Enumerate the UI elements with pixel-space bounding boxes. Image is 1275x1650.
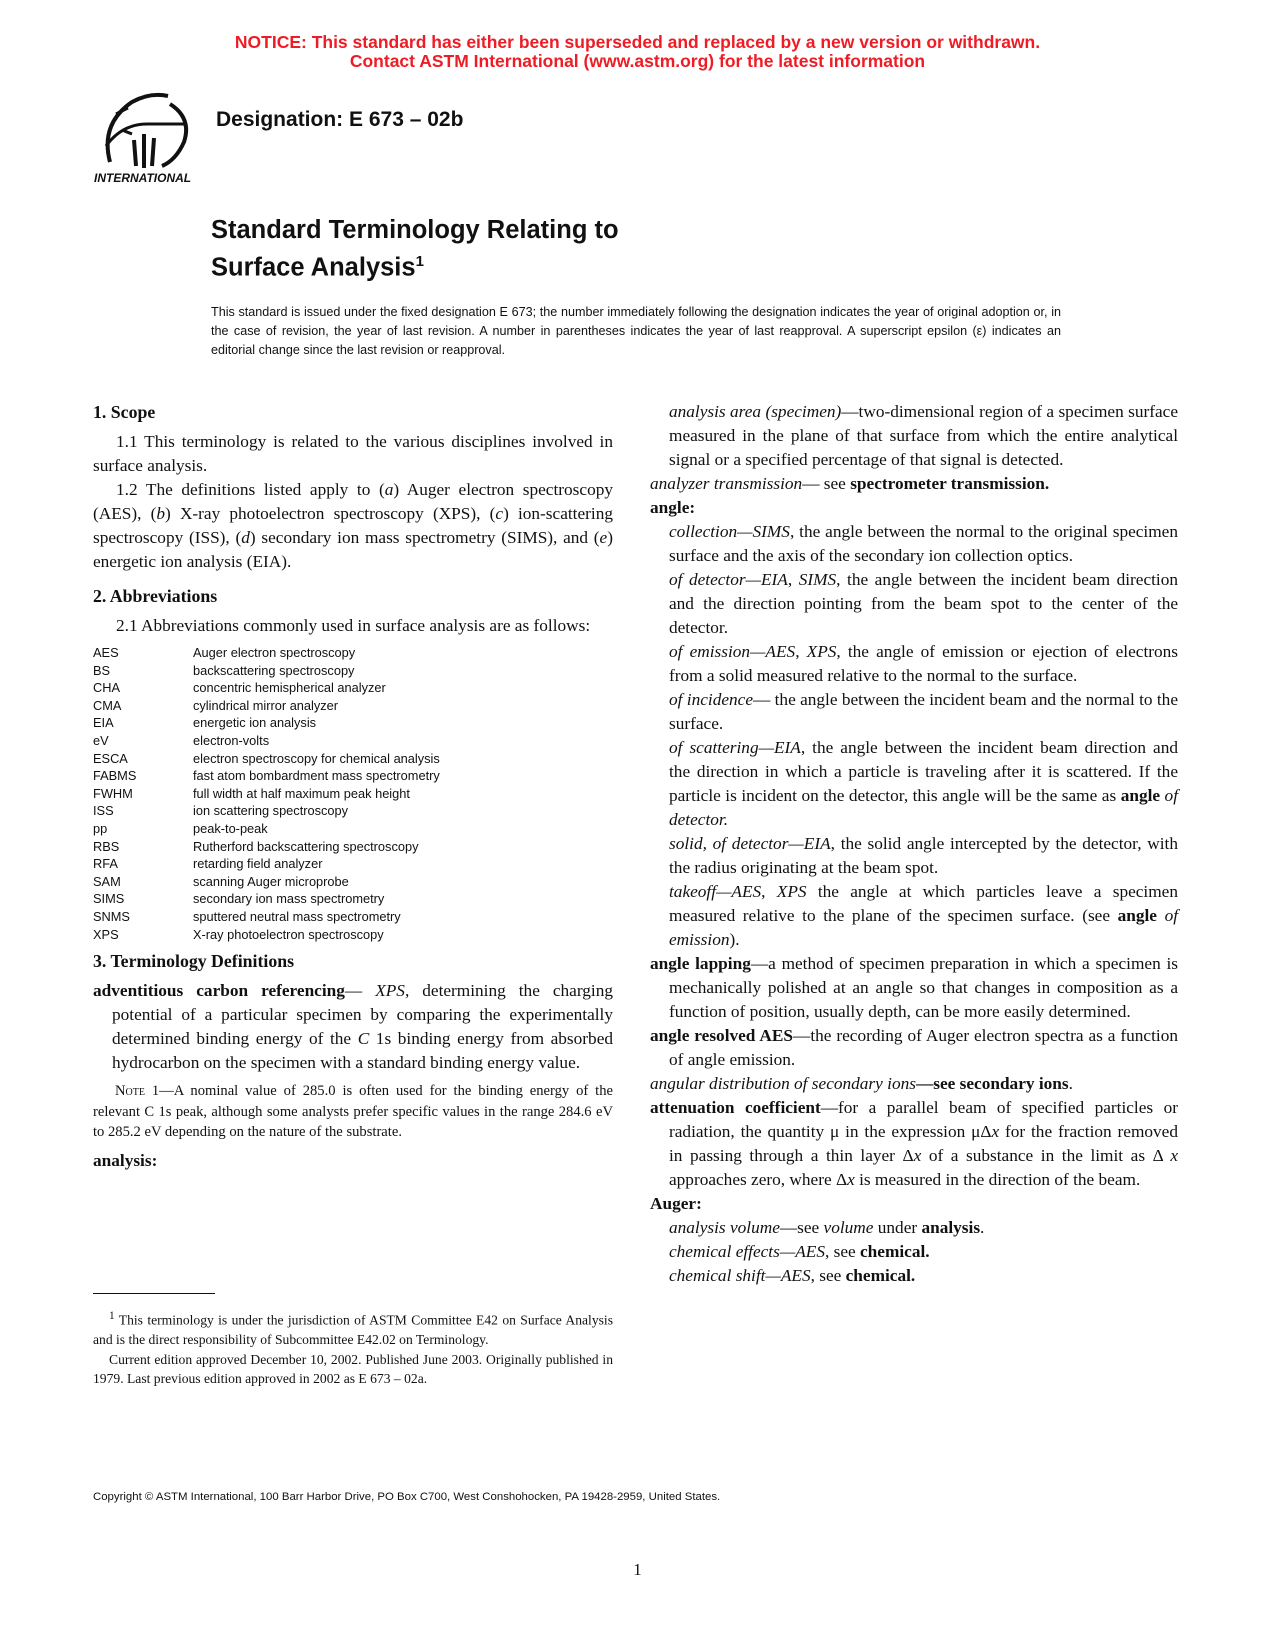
- withdrawal-notice: [0, 33, 1275, 71]
- right-column: [650, 400, 1178, 1288]
- abbreviation-row: [93, 855, 613, 873]
- abbreviation: BS: [93, 662, 111, 678]
- scope-heading: 1. Scope: [93, 402, 156, 422]
- abbreviation-meaning: ion scattering spectroscopy: [193, 803, 349, 819]
- copyright: Copyright © ASTM International, 100 Barr Harbor Drive, PO Box C700, West Conshohocken, PA 19428-2959, United States.: [93, 1491, 721, 1503]
- footnote: [93, 1307, 613, 1389]
- definition-angle-collection: collection—SIMS, the angle between the normal to the original specimen surface and the axis of the secondary ion collection optics.: [669, 522, 1178, 565]
- definition-angle-scattering: of scattering—EIA, the angle between the incident beam direction and the direction in which a particle is traveling after it is scattered. If the particle is incident on the detector, this angle will be the same as angle of detector.: [669, 738, 1178, 829]
- abbreviation: SNMS: [93, 908, 130, 924]
- definition-angle-incidence: of incidence— the angle between the incident beam and the normal to the surface.: [669, 690, 1178, 733]
- definition-angle-emission: of emission—AES, XPS, the angle of emission or ejection of electrons from a solid measured relative to the normal to the surface.: [669, 642, 1179, 685]
- abbreviation-row: [93, 926, 613, 944]
- term-angle: angle:: [650, 498, 696, 517]
- abbreviation-row: [93, 732, 613, 750]
- abbreviation-meaning: Rutherford backscattering spectroscopy: [193, 838, 419, 854]
- footnote-para-2: Current edition approved December 10, 2002. Published June 2003. Originally published in 1979. Last previous edition approved in 2002 as E 673 – 02a.: [93, 1351, 613, 1387]
- abbreviation-meaning: scanning Auger microprobe: [193, 873, 349, 889]
- notice-line-1: NOTICE: This standard has either been superseded and replaced by a new version or withdrawn.: [234, 32, 1041, 52]
- definition-analysis-area: analysis area (specimen)—two-dimensional region of a specimen surface measured in the plane of that surface from which the entire analytical signal or a specified percentage of that signal is detected.: [669, 402, 1178, 469]
- preamble: This standard is issued under the fixed designation E 673; the number immediately following the designation indicates the year of original adoption or, in the case of revision, the year of last revision. A number in parentheses indicates the year of last reapproval. A superscript epsilon (ε) indicates an editorial change since the last revision or reapproval.: [211, 305, 1061, 357]
- definition-analyzer-transmission: analyzer transmission— see spectrometer transmission.: [650, 474, 1050, 493]
- abbreviation-meaning: backscattering spectroscopy: [193, 662, 355, 678]
- note-1: Note 1—A nominal value of 285.0 is often used for the binding energy of the relevant C 1s peak, although some analysts prefer specific values in the range 284.6 eV to 285.2 eV depending on the nature of the substrate.: [93, 1083, 613, 1141]
- definition-auger-chemical-effects: chemical effects—AES, see chemical.: [669, 1242, 930, 1261]
- astm-logo-mark: [106, 95, 186, 168]
- abbreviation: eV: [93, 732, 109, 748]
- abbreviation-meaning: sputtered neutral mass spectrometry: [193, 908, 401, 924]
- abbreviation: pp: [93, 820, 108, 836]
- notice-line-2: Contact ASTM International (www.astm.org) for the latest information: [349, 51, 926, 71]
- definition-auger-analysis-volume: analysis volume—see volume under analysis.: [669, 1218, 985, 1237]
- document-title: [211, 214, 619, 284]
- abbreviation-row: [93, 802, 613, 820]
- definition-angular-distribution: angular distribution of secondary ions—see secondary ions.: [650, 1074, 1073, 1093]
- abbreviation-row: [93, 697, 613, 715]
- abbreviation-row: [93, 890, 613, 908]
- abbreviation-row: [93, 644, 613, 662]
- definition-angle-resolved-aes: angle resolved AES—the recording of Auger electron spectra as a function of angle emission.: [650, 1026, 1178, 1069]
- abbreviation: CMA: [93, 697, 122, 713]
- abbreviations-intro: 2.1 Abbreviations commonly used in surface analysis are as follows:: [116, 616, 591, 635]
- abbreviation: SAM: [93, 873, 121, 889]
- definition-attenuation-coefficient: attenuation coefficient—for a parallel beam of specified particles or radiation, the quantity μ in the expression μΔx for the fraction removed in passing through a thin layer Δx of a substance in the limit as Δ x approaches zero, where Δx is measured in the direction of the beam.: [650, 1098, 1178, 1189]
- scope-para-2: 1.2 The definitions listed apply to (a) Auger electron spectroscopy (AES), (b) X-ray photoelectron spectroscopy (XPS), (c) ion-scattering spectroscopy (ISS), (d) secondary ion mass spectrometry (SIMS), and (e) energetic ion analysis (EIA).: [93, 480, 613, 571]
- abbreviation: CHA: [93, 680, 121, 696]
- designation: Designation: E 673 – 02b: [216, 108, 464, 131]
- abbreviation-row: [93, 838, 613, 856]
- abbreviation-meaning: electron spectroscopy for chemical analysis: [193, 750, 440, 766]
- definition-angle-lapping: angle lapping—a method of specimen preparation in which a specimen is mechanically polished at an angle so that changes in composition as a function of position, usually depth, can be more easily determined.: [650, 954, 1178, 1021]
- abbreviation: FABMS: [93, 768, 137, 784]
- abbreviation: RFA: [93, 856, 118, 872]
- abbreviation: SIMS: [93, 891, 125, 907]
- term-auger: Auger:: [650, 1194, 702, 1213]
- abbreviation-meaning: Auger electron spectroscopy: [193, 645, 356, 660]
- definition-adventitious-carbon: adventitious carbon referencing— XPS, determining the charging potential of a particular specimen by comparing the experimentally determined binding energy of the C 1s binding energy from absorbed hydrocarbon on the specimen with a standard binding energy value.: [93, 981, 614, 1073]
- title-footnote-mark[interactable]: 1: [415, 253, 424, 270]
- abbreviation-row: [93, 785, 613, 803]
- scope-para-1: 1.1 This terminology is related to the various disciplines involved in surface analysis.: [93, 432, 613, 475]
- abbreviation-meaning: retarding field analyzer: [193, 856, 323, 872]
- abbreviation-row: [93, 714, 613, 732]
- abbreviation-row: [93, 820, 613, 838]
- left-column: [93, 400, 613, 1173]
- definition-angle-detector: of detector—EIA, SIMS, the angle between the incident beam direction and the direction pointing from the beam spot to the center of the detector.: [669, 570, 1179, 637]
- abbreviation: FWHM: [93, 785, 133, 801]
- definition-angle-takeoff: takeoff—AES, XPS the angle at which particles leave a specimen measured relative to the plane of the specimen surface. (see angle of emission).: [669, 882, 1179, 949]
- abbreviation-meaning: X-ray photoelectron spectroscopy: [193, 926, 384, 942]
- abbreviation-row: [93, 908, 613, 926]
- abbreviation-row: [93, 750, 613, 768]
- abbreviation-meaning: fast atom bombardment mass spectrometry: [193, 768, 440, 784]
- page-number: 1: [633, 1560, 642, 1579]
- title-line-2-text: Surface Analysis: [211, 253, 416, 282]
- logo-caption: INTERNATIONAL: [94, 171, 192, 184]
- abbreviation-meaning: full width at half maximum peak height: [193, 785, 410, 801]
- abbreviation: ESCA: [93, 750, 128, 766]
- abbreviation-row: [93, 662, 613, 680]
- terminology-heading: 3. Terminology Definitions: [93, 951, 295, 972]
- abbreviation-row: [93, 767, 613, 785]
- abbreviation: EIA: [93, 715, 114, 731]
- abbreviation-meaning: energetic ion analysis: [193, 715, 317, 731]
- abbreviations-table: [93, 644, 613, 943]
- abbreviation: ISS: [93, 803, 114, 819]
- abbreviation-meaning: concentric hemispherical analyzer: [193, 680, 386, 696]
- term: adventitious carbon referencing: [93, 981, 345, 1001]
- title-line-1: Standard Terminology Relating to: [211, 216, 619, 244]
- definition-angle-solid: solid, of detector—EIA, the solid angle intercepted by the detector, with the radius originating at the beam spot.: [669, 834, 1178, 877]
- definition-auger-chemical-shift: chemical shift—AES, see chemical.: [669, 1266, 916, 1285]
- abbreviation-row: [93, 873, 613, 891]
- abbreviation-meaning: electron-volts: [193, 732, 270, 748]
- abbreviation-row: [93, 679, 613, 697]
- abbreviation-meaning: peak-to-peak: [193, 820, 268, 836]
- astm-logo: [92, 84, 200, 184]
- abbreviations-heading: 2. Abbreviations: [93, 586, 218, 606]
- abbreviation: AES: [93, 645, 119, 660]
- footnote-rule: [93, 1293, 215, 1294]
- abbreviation: XPS: [93, 926, 119, 942]
- abbreviation-meaning: secondary ion mass spectrometry: [193, 891, 385, 907]
- footnote-para-1: $^1$ This terminology is under the jurisdiction of ASTM Committee E42 on Surface Analysis and is the direct responsibility of Subcommittee E42.02 on Terminology.: [93, 1310, 613, 1348]
- term-analysis: analysis:: [93, 1150, 158, 1170]
- title-line-2: [211, 246, 619, 284]
- abbreviation-meaning: cylindrical mirror analyzer: [193, 697, 339, 713]
- abbreviation: RBS: [93, 838, 120, 854]
